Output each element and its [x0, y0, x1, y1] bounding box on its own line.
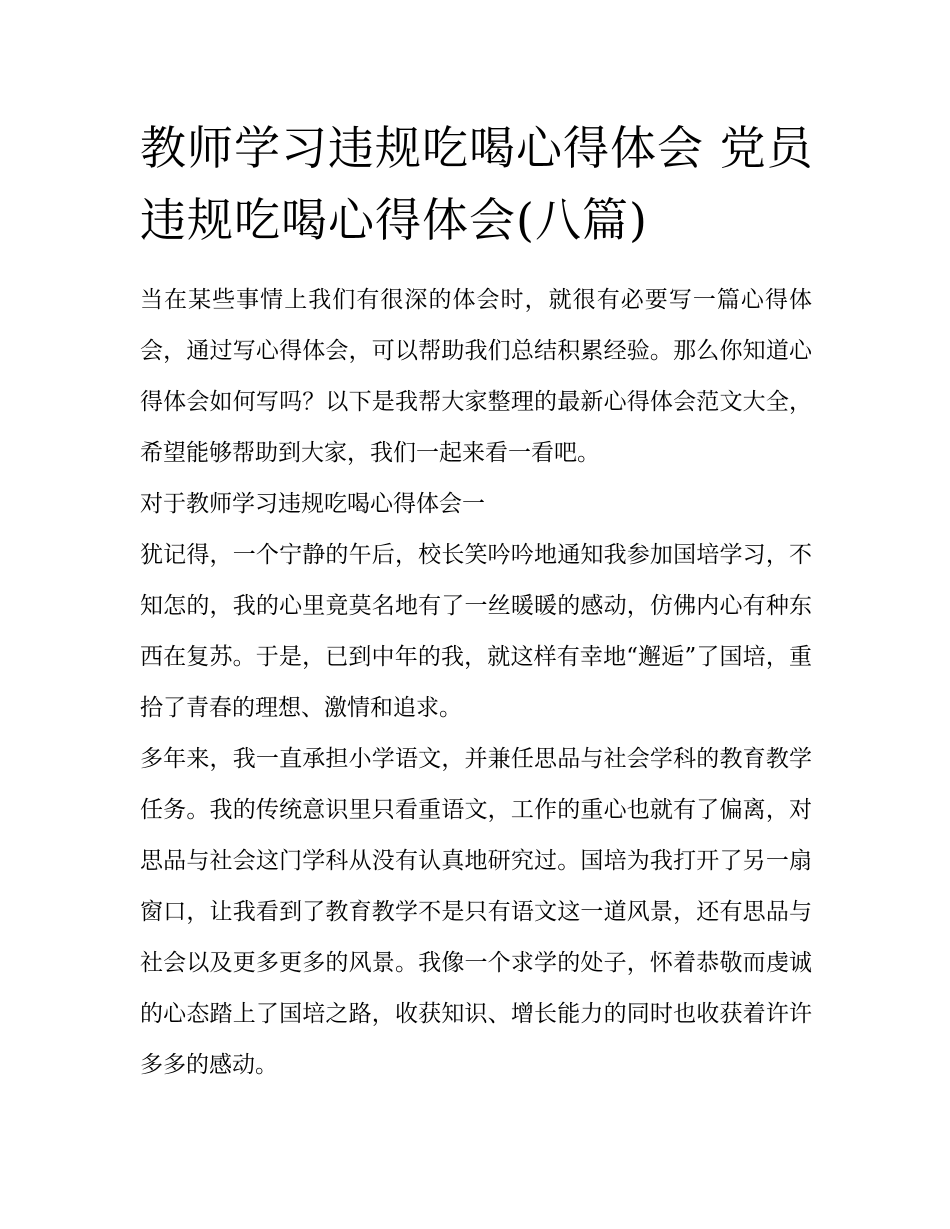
intro-paragraph: 当在某些事情上我们有很深的体会时，就很有必要写一篇心得体会，通过写心得体会，可以帮助我们总结积累经验。那么你知道心得体会如何写吗？以下是我帮大家整理的最新心得体会范文大全，希望能够帮助到大家，我们一起来看一看吧。 [140, 287, 812, 466]
body-paragraph-1: 犹记得，一个宁静的午后，校长笑吟吟地通知我参加国培学习，不知怎的，我的心里竟莫名地有了一丝暖暖的感动，仿佛内心有种东西在复苏。于是，已到中年的我，就这样有幸地“邂逅”了国培，重拾了青春的理想、激情和追求。 [140, 542, 812, 721]
body-paragraph-2: 多年来，我一直承担小学语文，并兼任思品与社会学科的教育教学任务。我的传统意识里只看重语文，工作的重心也就有了偏离，对思品与社会这门学科从没有认真地研究过。国培为我打开了另一扇窗口，让我看到了教育教学不是只有语文这一道风景，还有思品与社会以及更多更多的风景。我像一个求学的处子，怀着恭敬而虔诚的心态踏上了国培之路，收获知识、增长能力的同时也收获着许许多多的感动。 [140, 746, 812, 1078]
section-heading: 对于教师学习违规吃喝心得体会一 [140, 491, 485, 517]
document-title: 教师学习违规吃喝心得体会 党员违规吃喝心得体会(八篇) [140, 121, 814, 247]
